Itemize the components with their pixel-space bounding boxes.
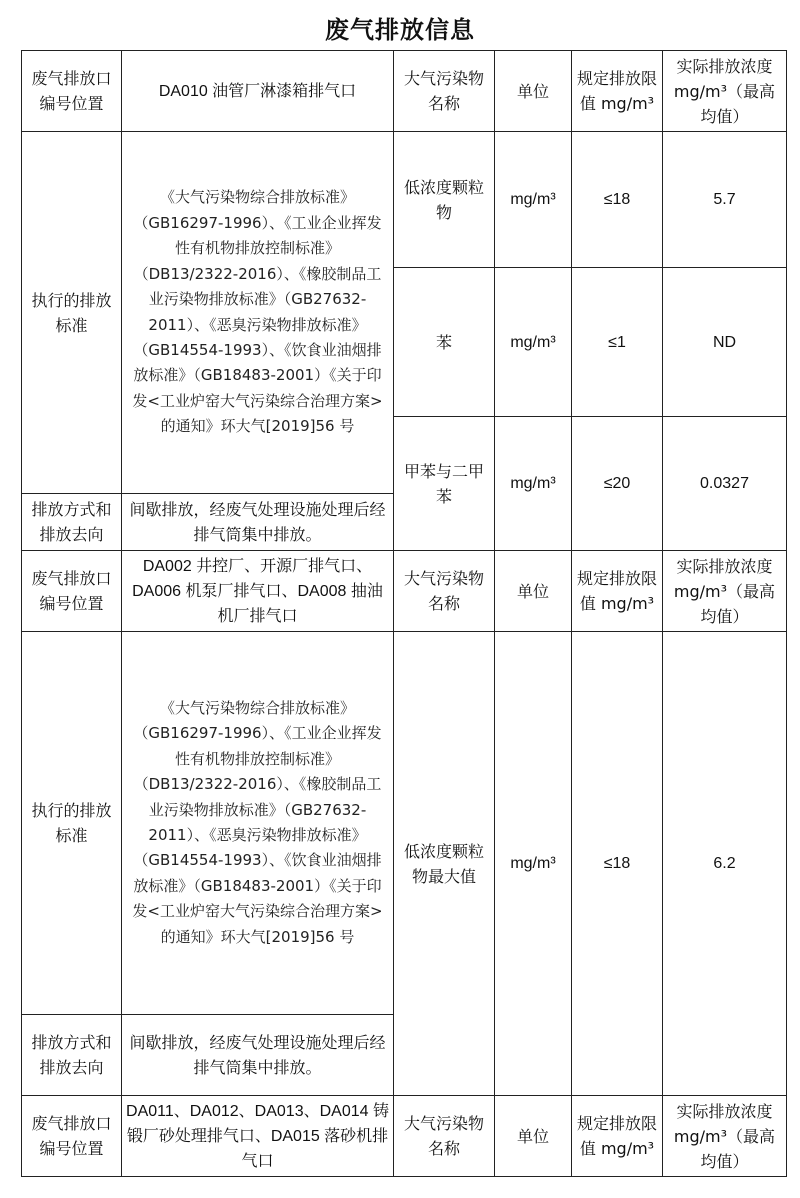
limit-value: ≤1: [571, 267, 663, 417]
unit-value: mg/m³: [494, 416, 572, 551]
actual-value: 5.7: [662, 131, 787, 268]
actual-value: 6.2: [662, 631, 787, 1096]
unit-value: mg/m³: [494, 131, 572, 268]
actual-value: ND: [662, 267, 787, 417]
actual-value: 0.0327: [662, 416, 787, 551]
pollutant-name-header: 大气污染物名称: [393, 50, 495, 132]
limit-header: 规定排放限值 mg/m³: [571, 50, 663, 132]
discharge-label: 排放方式和排放去向: [21, 493, 122, 551]
pollutant-name: 低浓度颗粒物: [393, 131, 495, 268]
outlet-label: 废气排放口编号位置: [21, 1095, 122, 1177]
unit-header: 单位: [494, 1095, 572, 1177]
exec-standard-label: 执行的排放标准: [21, 131, 122, 494]
discharge-method: 间歇排放，经废气处理设施处理后经排气筒集中排放。: [121, 1014, 394, 1096]
page-title: 废气排放信息: [325, 16, 475, 44]
outlet-id: DA002 井控厂、开源厂排气口、DA006 机泵厂排气口、DA008 抽油机厂排气口: [121, 550, 394, 632]
discharge-method: 间歇排放，经废气处理设施处理后经排气筒集中排放。: [121, 493, 394, 551]
exec-standard-label: 执行的排放标准: [21, 631, 122, 1015]
actual-header: 实际排放浓度 mg/m³（最高均值）: [662, 550, 787, 632]
exec-standard-text: 《大气污染物综合排放标准》（GB16297-1996）、《工业企业挥发性有机物排放控制标准》（DB13/2322-2016）、《橡胶制品工业污染物排放标准》（GB27632-2011）、《恶臭污染物排放标准》（GB14554-1993）、《饮食业油烟排放标准》（GB18483-2001）《关于印发<工业炉窑大气污染综合治理方案>的通知》环大气[2019]56 号: [121, 131, 394, 494]
limit-header: 规定排放限值 mg/m³: [571, 550, 663, 632]
pollutant-name-header: 大气污染物名称: [393, 1095, 495, 1177]
outlet-label: 废气排放口编号位置: [21, 50, 122, 132]
outlet-id: DA011、DA012、DA013、DA014 铸锻厂砂处理排气口、DA015 落砂机排气口: [121, 1095, 394, 1177]
actual-header: 实际排放浓度 mg/m³（最高均值）: [662, 50, 787, 132]
actual-header: 实际排放浓度 mg/m³（最高均值）: [662, 1095, 787, 1177]
pollutant-name: 低浓度颗粒物最大值: [393, 631, 495, 1096]
unit-header: 单位: [494, 550, 572, 632]
pollutant-name-header: 大气污染物名称: [393, 550, 495, 632]
limit-value: ≤18: [571, 631, 663, 1096]
outlet-label: 废气排放口编号位置: [21, 550, 122, 632]
pollutant-name: 甲苯与二甲苯: [393, 416, 495, 551]
unit-value: mg/m³: [494, 631, 572, 1096]
outlet-id: DA010 油管厂淋漆箱排气口: [121, 50, 394, 132]
exec-standard-text: 《大气污染物综合排放标准》（GB16297-1996）、《工业企业挥发性有机物排放控制标准》（DB13/2322-2016）、《橡胶制品工业污染物排放标准》（GB27632-2011）、《恶臭污染物排放标准》（GB14554-1993）、《饮食业油烟排放标准》（GB18483-2001）《关于印发<工业炉窑大气污染综合治理方案>的通知》环大气[2019]56 号: [121, 631, 394, 1015]
pollutant-name: 苯: [393, 267, 495, 417]
discharge-label: 排放方式和排放去向: [21, 1014, 122, 1096]
limit-value: ≤20: [571, 416, 663, 551]
limit-value: ≤18: [571, 131, 663, 268]
limit-header: 规定排放限值 mg/m³: [571, 1095, 663, 1177]
unit-header: 单位: [494, 50, 572, 132]
unit-value: mg/m³: [494, 267, 572, 417]
